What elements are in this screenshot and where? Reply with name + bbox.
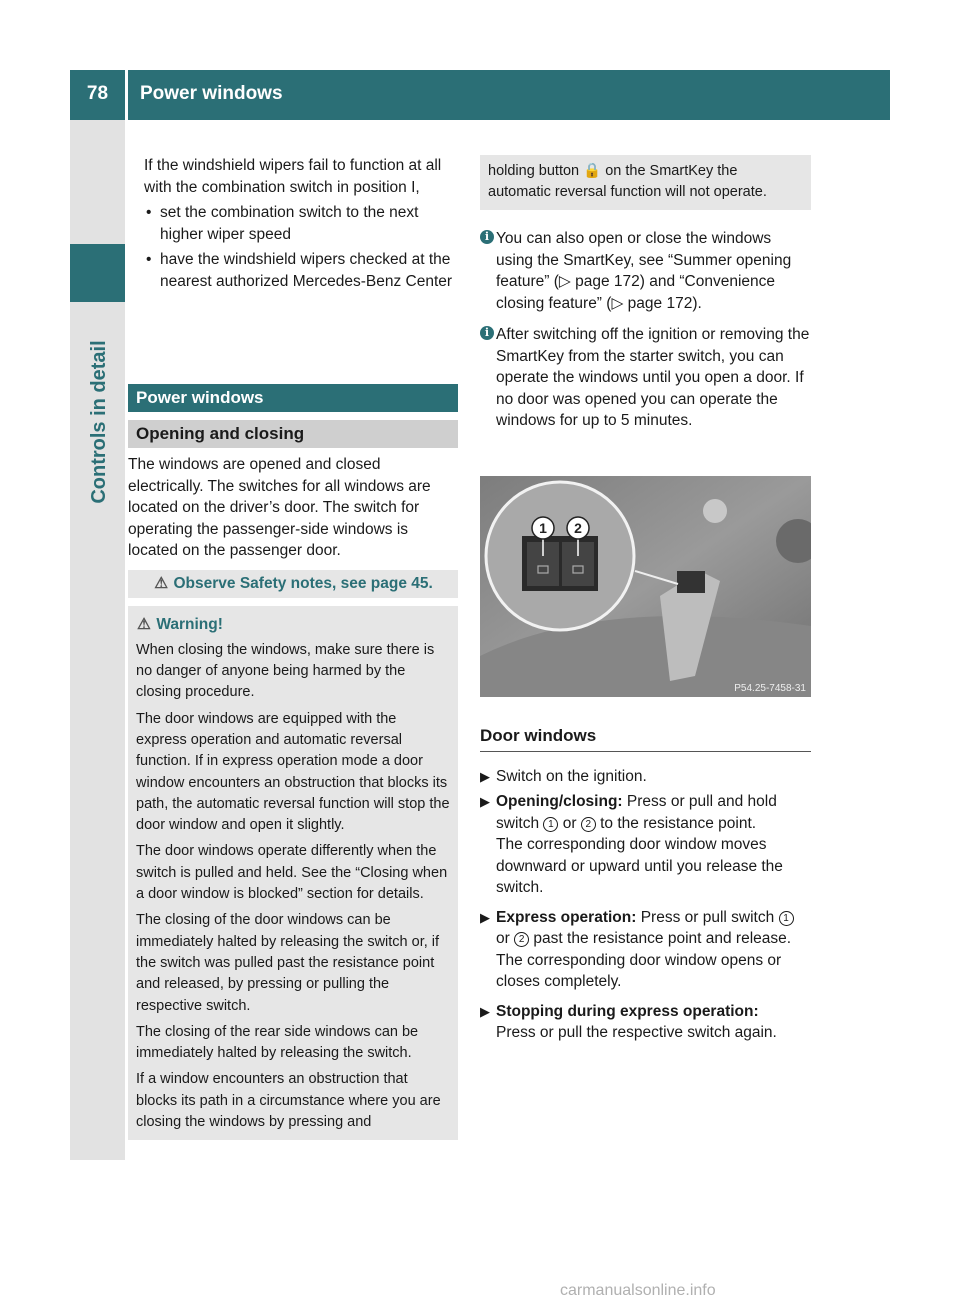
warning-triangle-icon: ⚠ [154,574,169,592]
door-switch-photo [480,476,811,697]
safety-note: ⚠ Observe Safety notes, see page 45. [128,570,458,598]
photo-code: P54.25-7458-31 [734,683,806,694]
warning-paragraph: The door windows are equipped with the express operation and automatic reversal function. If in express operation mode a door window encounters an obstruction that blocks its path, the automatic reversal function will stop the door window and open it slightly. [136,710,450,834]
step-item: ▶ Stopping during express operation: Press or pull the respective switch again. [480,1002,777,1041]
side-label: Controls in detail [88,340,110,504]
warning-continued-box: holding button 🔒 on the SmartKey the automatic reversal function will not operate. [480,155,811,210]
door-switch-illustration [480,476,811,697]
arrow-icon: ▶ [480,909,490,925]
side-tab-marker [70,244,125,302]
body-text: The windows are opened and closed electrically. The switches for all windows are located on the driver’s door. The switch for operating the passenger-side windows is located on the passenger door. [128,456,431,559]
info-block [480,228,811,432]
step-item: ▶ Express operation: Press or pull switch 1 or 2 past the resistance point and release. The corresponding door window opens or closes completely. [480,907,811,993]
warning-title: ⚠ Warning! [136,614,450,635]
warning-paragraph: The closing of the door windows can be immediately halted by releasing the switch or, if the switch was pulled past the resistance point and released, by pressing or pulling the respective switch. [136,912,440,1014]
intro-text: If the windshield wipers fail to function at all with the combination switch in position I, [144,157,442,196]
switch-1-icon: 1 [779,911,794,926]
door-windows-heading: Door windows [480,725,811,752]
page-title: Power windows [140,83,283,104]
callout-1: 1 [539,520,547,536]
arrow-icon: ▶ [480,794,490,809]
subsection-heading: Opening and closing [128,420,458,448]
arrow-icon: ▶ [480,768,490,784]
arrow-icon: ▶ [480,1003,490,1019]
bullet-item: • set the combination switch to the next higher wiper speed [146,204,419,243]
info-note: i After switching off the ignition or removing the SmartKey from the starter switch, you can operate the windows until you open a door. If no door was opened you can operate the windows for up to 5 minutes. [480,324,811,432]
warning-triangle-icon: ⚠ [137,615,151,633]
warning-paragraph: When closing the windows, make sure there is no danger of anyone being harmed by the closing procedure. [136,641,435,701]
step-item: ▶ Switch on the ignition. [480,766,811,788]
door-windows-section [480,725,811,1048]
step-item: ▶ Opening/closing: Press or pull and hold switch 1 or 2 to the resistance point. The corresponding door window moves downward or upward until you release the switch. [480,793,783,896]
switch-2-icon: 2 [514,932,529,947]
warning-paragraph: The door windows operate differently when the switch is pulled and held. See the “Closing when a door window is blocked” section for details. [136,843,448,903]
power-windows-section [128,384,458,1140]
callout-2: 2 [574,520,582,536]
info-icon: i [480,326,494,340]
left-column [144,155,458,292]
warning-paragraph: The closing of the rear side windows can be immediately halted by releasing the switch. [136,1023,419,1062]
header-separator [125,70,128,120]
switch-2-icon: 2 [581,817,596,832]
warning-box [128,606,458,1141]
bullet-item: • have the windshield wipers checked at the nearest authorized Mercedes-Benz Center [146,251,453,290]
watermark: carmanualsonline.info [560,1282,716,1299]
info-note: i You can also open or close the windows using the SmartKey, see “Summer opening feature” (▷ page 172) and “Convenience closing feature” (▷ page 172). [480,228,811,314]
section-heading: Power windows [128,384,458,412]
warning-paragraph: If a window encounters an obstruction that blocks its path in a circumstance where you are closing the windows by pressing and [136,1071,441,1131]
switch-1-icon: 1 [543,817,558,832]
info-icon: i [480,230,494,244]
page-number: 78 [86,83,109,104]
